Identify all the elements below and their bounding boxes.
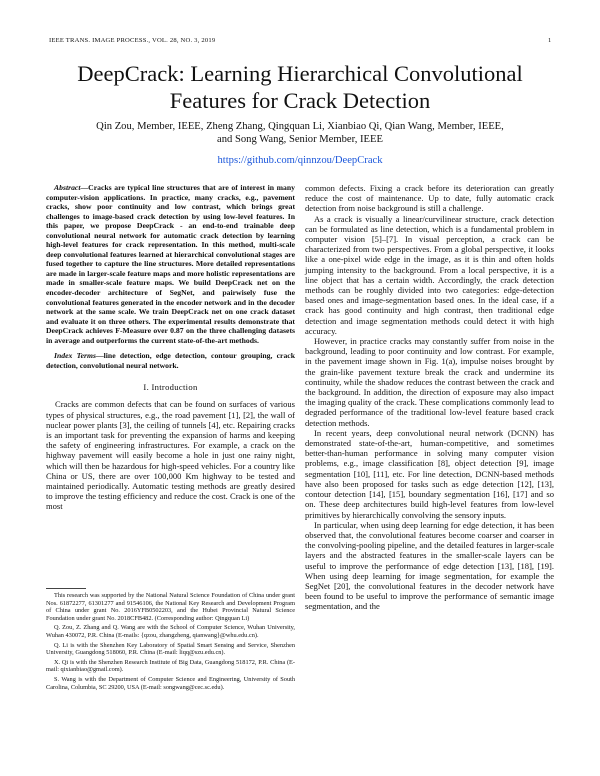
section-heading-introduction: I. Introduction <box>143 382 198 393</box>
abstract <box>46 183 295 345</box>
body-paragraph-3: However, in practice cracks may constantly suffer from noise in the background, leading to poor continuity and low contrast. For example, in the pavement image shown in Fig. 1(a), impulse noises brought by the grain-like pavement texture break the crack and undermine its continuity, while the shadow reduces the contrast between the crack and the background. In addition, the direction of exposure may also impact the imaging quality of the crack. These complications commonly lead to degraded performance of the traditional low-level feature based crack detection methods. <box>305 336 554 428</box>
body-paragraph-5: In particular, when using deep learning for edge detection, it has been observed that, the convolutional features become coarser and coarser in the convolving-pooling pipeline, and the detailed features in larger-scale layers and the abstracted features in the smaller-scale layers can be useful to improve the performance of edge detection [13], [18], [19]. When using deep learning for image segmentation, for example the SegNet [20], the convolutional features in the decoder network have been found to be useful to improve the performance of semantic image segmentation, and the <box>305 519 554 612</box>
footnotes <box>46 592 295 693</box>
footnote-rule <box>46 588 86 589</box>
paper-title: DeepCrack: Learning Hierarchical Convolutional Features for Crack Detection <box>77 61 523 113</box>
intro-paragraph-1: Cracks are common defects that can be found on surfaces of various types of physical structures, e.g., the road pavement [1], [2], the wall of nuclear power plants [3], the ceiling of tunnels [4], etc. Repairing cracks is an important task for preventing the expansion of harms and keeping the safety of engineering infrastructures. For example, a crack on the highway pavement will easily become a hole in just one rainy night, which will then be hazardous for high-speed vehicles. For a country like China or US, there are over 100,000 Km highway to be tested and maintained periodically. Automatic testing methods are greatly desired to improve the testing efficiency and reduce the cost. Crack is one of the most <box>46 399 295 512</box>
abstract-text: —Cracks are typical line structures that are of interest in many computer-vision applications. In practice, many cracks, e.g., pavement cracks, show poor continuity and low contrast, which brings great challenges to image-based crack detection by using low-level features. In this paper, we propose DeepCrack - an end-to-end trainable deep convolutional neural network for automatic crack detection by learning high-level features for crack representation. In this method, multi-scale deep convolutional features learned at hierarchical convolutional stages are fused together to capture the line structures. More detailed representations are made in larger-scale feature maps and more holistic representations are made in smaller-scale feature maps. We build DeepCrack net on the encoder-decoder architecture of SegNet, and pairwisely fuse the convolutional features generated in the encoder network and in the decoder network at the same scale. We train DeepCrack net on one crack dataset and evaluate it on three others. The experimental results demonstrate that DeepCrack achieves F-Measure over 0.87 on the three challenging datasets in average and outperforms the current state-of-the-art methods. <box>46 183 295 345</box>
body-paragraph-2: As a crack is visually a linear/curvilinear structure, crack detection can be formulated as line detection, which is a fundamental problem in computer vision [5]–[7]. In visual perception, a crack can be characterized from two perspectives. From a global perspective, it looks like a one-pixel wide edge in the image, as it is thin and often holds jumping intensity to the background. From a local perspective, it is a line object that has a certain width. Accordingly, the crack detection methods can be roughly divided into two categories: edge-detection based ones and image-segmentation based ones. In the ideal case, if a crack has good continuity and high contrast, then traditional edge detection and image segmentation methods could detect it with high accuracy. <box>305 213 554 336</box>
body-paragraph-1: common defects. Fixing a crack before its deterioration can greatly reduce the cost of maintenance. Up to date, fully automatic crack detection from noise background is still a challenge. <box>305 183 554 214</box>
code-link[interactable]: https://github.com/qinnzou/DeepCrack <box>217 155 383 166</box>
footnote-affiliation-sribd: X. Qi is with the Shenzhen Research Institute of Big Data, Guangdong 518172, P.R. China (E-mail: qixianbiao@gmail.com). <box>46 658 295 674</box>
author-line-2: and Song Wang, Senior Member, IEEE <box>217 134 383 146</box>
index-terms-label: Index Terms <box>54 351 96 361</box>
author-list <box>60 120 540 146</box>
left-column <box>46 183 295 512</box>
running-header: IEEE TRANS. IMAGE PROCESS., VOL. 28, NO. 3, 2019 <box>49 37 216 44</box>
index-terms-text: —line detection, edge detection, contour grouping, crack detection, convolutional neural network. <box>46 351 295 370</box>
footnote-affiliation-szu: Q. Li is with the Shenzhen Key Laboratory of Spatial Smart Sensing and Service, Shenzhen University, Guangdong 518060, P.R. China (E-mail: liqq@szu.edu.cn). <box>46 641 295 657</box>
body-paragraph-4: In recent years, deep convolutional neural network (DCNN) has demonstrated state-of-the-art, human-competitive, and sometimes better-than-human performance in solving many computer vision problems, e.g., image classification [8], object detection [9], image segmentation [10], [11], etc. For line detection, DCNN-based methods have also been proposed for tasks such as edge detection [12], [13], contour detection [14], [15], boundary segmentation [16], [17] and so on. These deep architectures build high-level features from low-level primitives by hierarchically convolving the sensory inputs. <box>305 427 554 520</box>
footnote-affiliation-usc: S. Wang is with the Department of Computer Science and Engineering, University of South Carolina, Columbia, SC 29200, USA (E-mail: songwang@cec.sc.edu). <box>46 675 295 691</box>
footnote-affiliation-whu: Q. Zou, Z. Zhang and Q. Wang are with the School of Computer Science, Wuhan University, Wuhan 430072, P.R. China (E-mails: {qzou, zhangzheng, qianwang}@whu.edu.cn). <box>46 624 295 639</box>
footnote-funding: This research was supported by the National Natural Science Foundation of China under grant Nos. 61872277, 61301277 and 91546106, the National Key Research and Development Program of China under grant No. 2016YFB0502203, and the Hubei Provincial Natural Science Foundation under grant No. 2018CFB482. (Corresponding author: Qingquan Li) <box>46 592 295 622</box>
index-terms <box>46 351 295 370</box>
author-line-1: Qin Zou, Member, IEEE, Zheng Zhang, Qingquan Li, Xianbiao Qi, Qian Wang, Member, IEEE, <box>96 121 504 132</box>
abstract-label: Abstract <box>54 183 81 192</box>
right-column <box>305 183 554 612</box>
page-number: 1 <box>548 37 552 44</box>
